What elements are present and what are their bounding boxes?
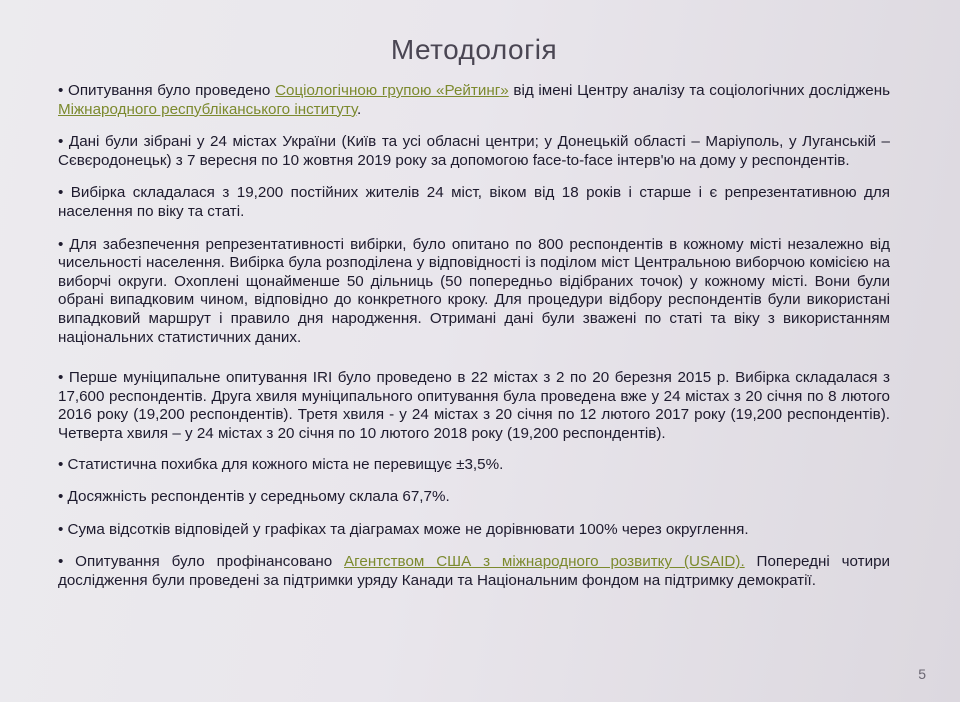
paragraph-previous-waves: • Перше муніципальне опитування IRI було проведено в 22 містах з 2 по 20 березня 2015 р. Вибірка складалася з 17,600 респондентів. Друга хвиля муніципального опитування була проведена вже у 24 містах з 20 січня по 8 лютого 2016 року (19,200 респондентів). Третя хвиля - у 24 містах з 20 січня по 12 лютого 2017 року (19,200 респондентів). Четверта хвиля – у 24 містах з 20 січня по 10 лютого 2018 року (19,200 респондентів). bbox=[58, 369, 890, 442]
paragraph-funding bbox=[58, 553, 890, 590]
page-number: 5 bbox=[918, 666, 926, 682]
paragraph-survey-conducted bbox=[58, 82, 890, 119]
paragraph-sample: • Вибірка складалася з 19,200 постійних жителів 24 міст, віком від 18 років і старше і є репрезентативною для населення по віку та статі. bbox=[58, 184, 890, 220]
paragraph-margin-of-error: • Статистична похибка для кожного міста не перевищує ±3,5%. bbox=[58, 455, 504, 473]
paragraph-text: • Опитування було профінансовано bbox=[58, 553, 345, 571]
iri-link[interactable]: Міжнародного республіканського інституту bbox=[58, 100, 358, 118]
slide-title: Методологія bbox=[390, 34, 558, 65]
paragraph-response-rate: • Досяжність респондентів у середньому склала 67,7%. bbox=[58, 488, 450, 506]
paragraph-representativeness: • Для забезпечення репрезентативності вибірки, було опитано по 800 респондентів в кожному місті незалежно від чисельності населення. Вибірка була розподілена у відповідності із поділом міст Центральною виборчою комісією на виборчі округи. Охоплені щонайменше 50 дільниць (50 попередньо відібраних точок) у кожному місті. Вони були обрані випадковим чином, відповідно до конкретного кроку. Для процедури відбору респондентів були використані випадковий маршрут і правило дня народження. Отримані дані були зважені по статі та віку з використанням національних статистичних даних. bbox=[58, 235, 890, 346]
paragraph-data-collection: • Дані були зібрані у 24 містах України (Київ та усі обласні центри; у Донецькій області – Маріуполь, у Луганській – Сєвєродонецьк) з 7 вересня по 10 жовтня 2019 року за допомогою face-to-face інтерв'ю на дому у респондентів. bbox=[58, 133, 890, 169]
rating-group-link[interactable]: Соціологічною групою «Рейтинг» bbox=[275, 82, 509, 99]
paragraph-text: • Опитування було проведено bbox=[58, 82, 276, 99]
paragraph-text: . bbox=[357, 100, 362, 118]
paragraph-text: Попередні чотири дослідження були проведені за підтримки уряду Канади та Національним фондом на підтримку демократії. bbox=[58, 553, 891, 589]
paragraph-rounding-note: • Сума відсотків відповідей у графіках та діаграмах може не дорівнювати 100% через округлення. bbox=[58, 520, 749, 538]
paragraph-text: від імені Центру аналізу та соціологічних досліджень bbox=[508, 82, 891, 99]
usaid-link[interactable]: Агентством США з міжнародного розвитку (USAID). bbox=[344, 553, 745, 571]
